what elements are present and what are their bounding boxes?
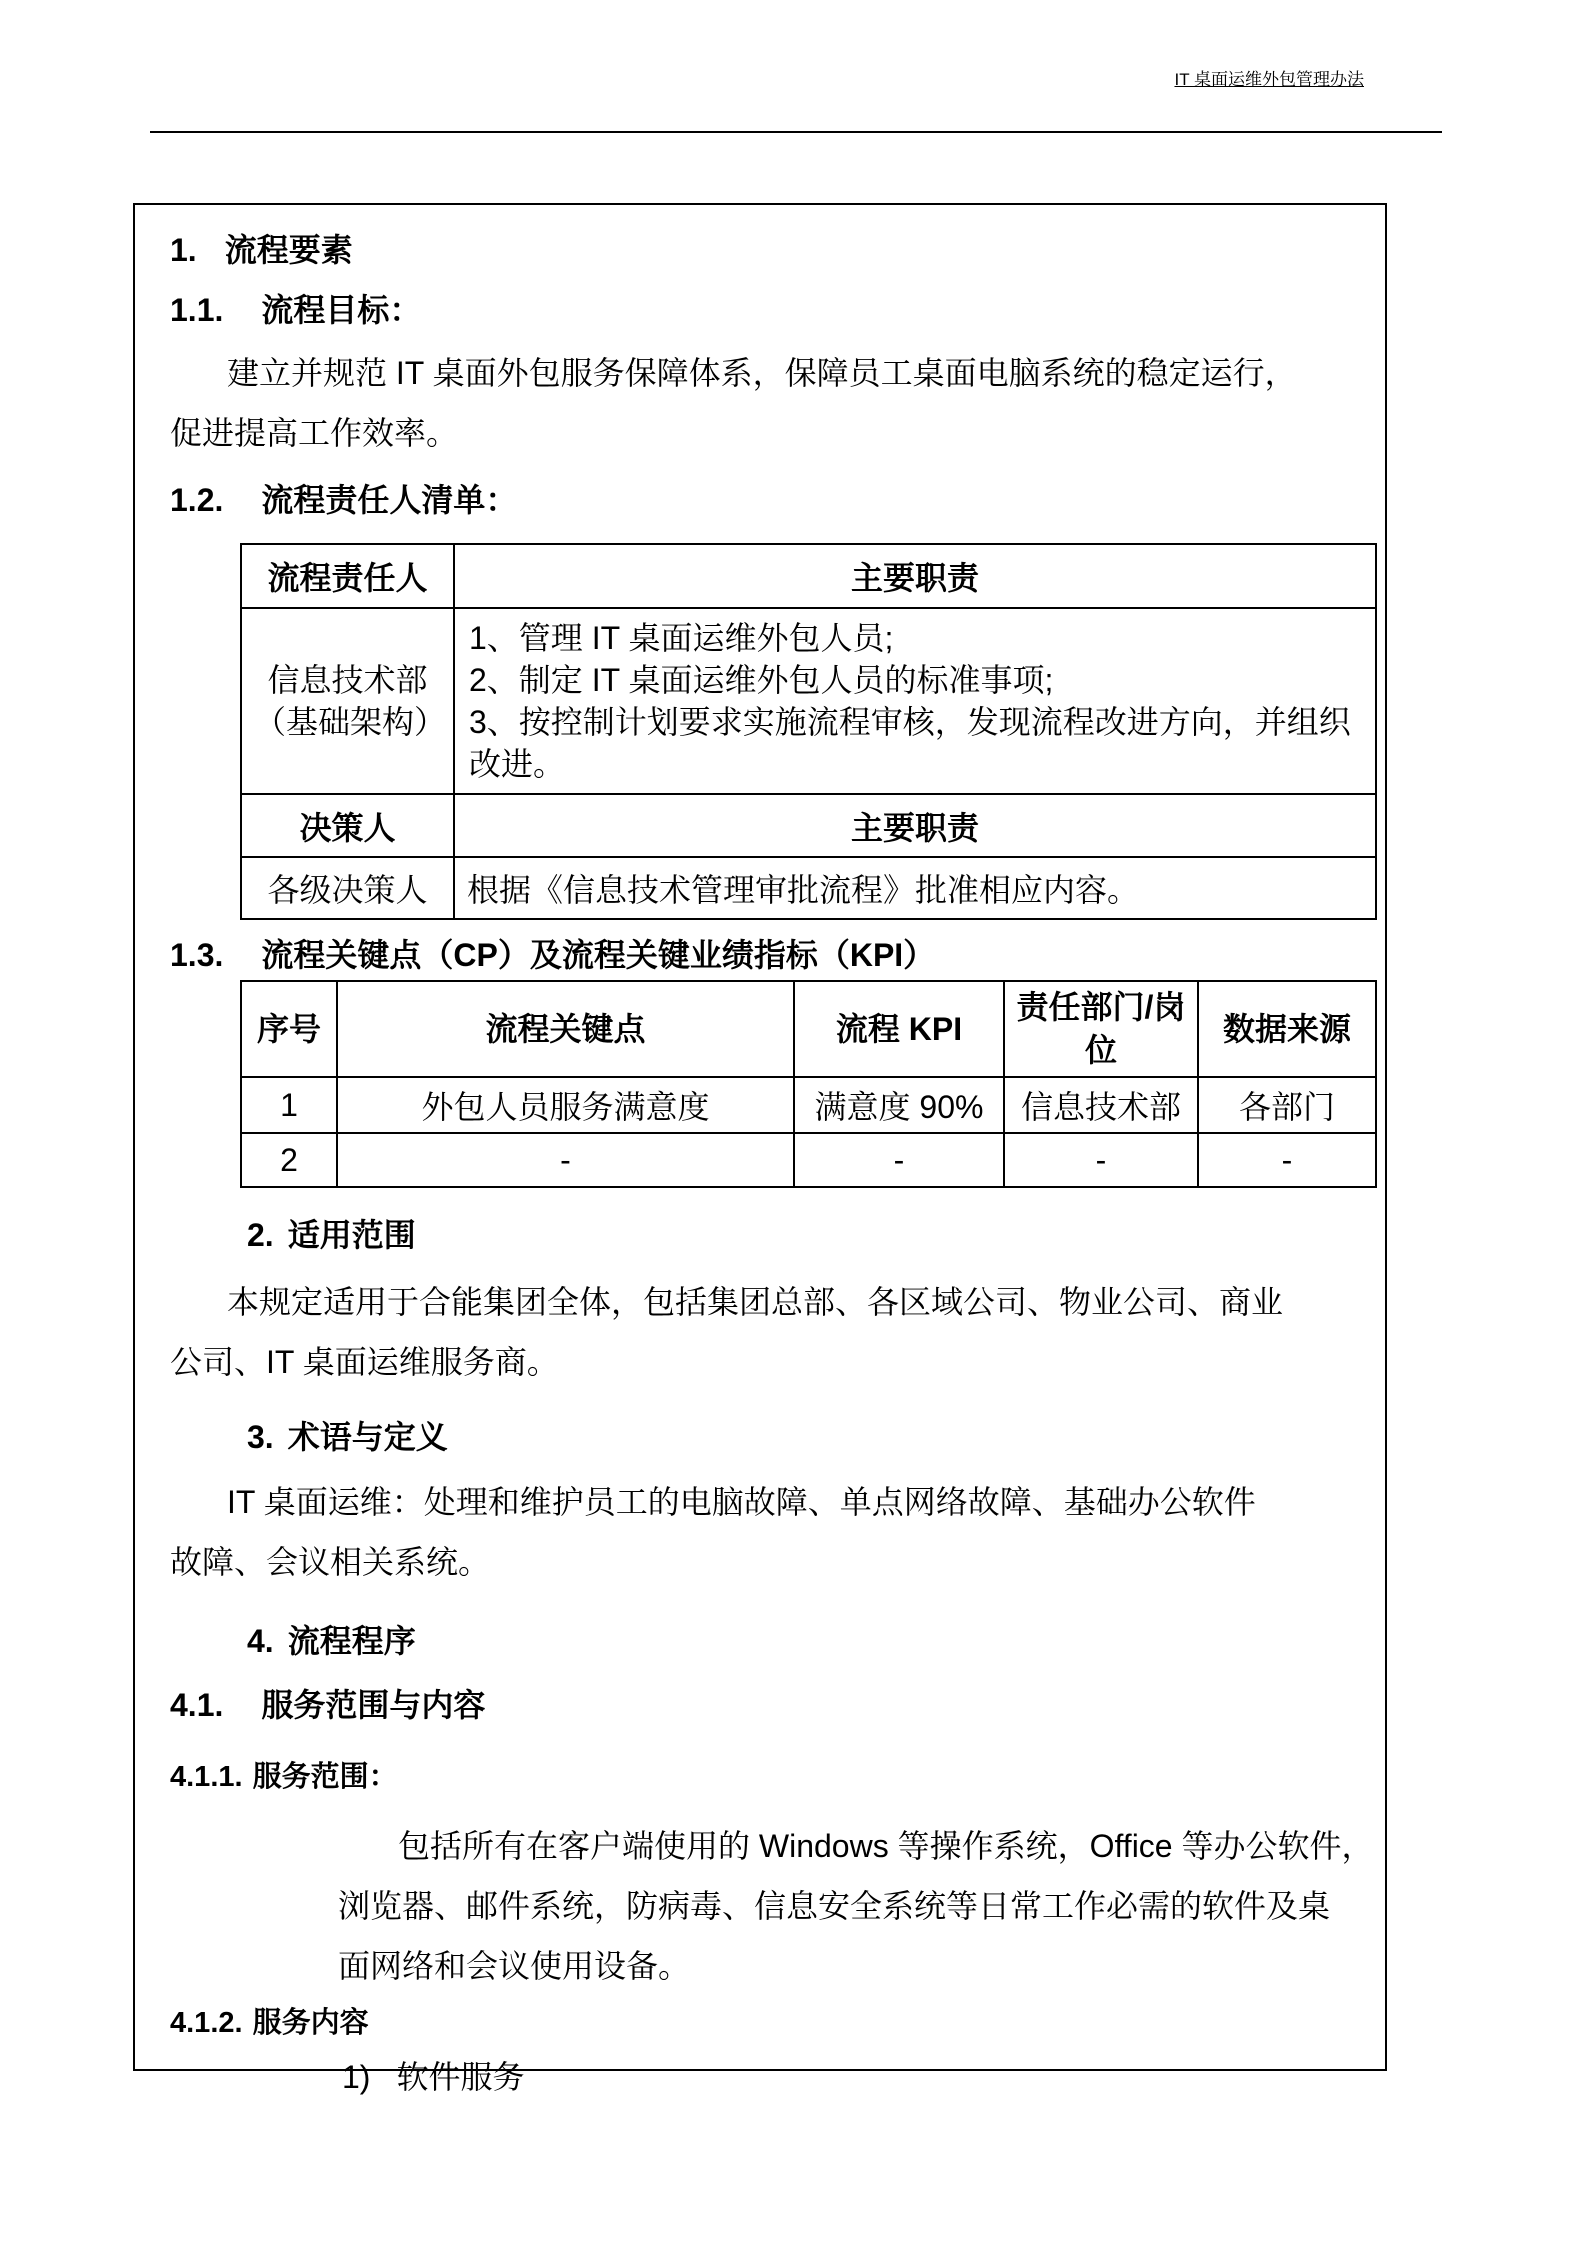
process-owners-table [240, 543, 1377, 920]
paragraph-terms-definition [170, 1472, 1353, 1592]
section-title: 术语与定义 [287, 1419, 448, 1455]
kpi-cell: - [337, 1133, 794, 1187]
duty-item: 1、管理 IT 桌面运维外包人员; [469, 620, 894, 656]
decision-maker-column-header: 决策人 [241, 794, 454, 857]
paragraph-line: 促进提高工作效率。 [170, 415, 459, 451]
owner-name-cell: 信息技术部（基础架构） [241, 608, 454, 794]
table-row [241, 1133, 1376, 1187]
kpi-table [240, 980, 1377, 1188]
paragraph-line: 建立并规范 IT 桌面外包服务保障体系，保障员工桌面电脑系统的稳定运行， [227, 355, 1297, 391]
section-2-heading [247, 1216, 1353, 1254]
section-number: 3. [247, 1419, 274, 1455]
paragraph-line: 故障、会议相关系统。 [170, 1544, 491, 1580]
paragraph-line: 本规定适用于合能集团全体，包括集团总部、各区域公司、物业公司、商业 [227, 1284, 1284, 1320]
table-row [241, 794, 1376, 857]
table-row [241, 608, 1376, 794]
kpi-cell: 1 [241, 1077, 337, 1133]
paragraph-line: 公司、IT 桌面运维服务商。 [170, 1344, 559, 1380]
paragraph-line: IT 桌面运维：处理和维护员工的电脑故障、单点网络故障、基础办公软件 [227, 1484, 1256, 1520]
section-title: 流程程序 [287, 1623, 416, 1659]
kpi-header-cell: 流程 KPI [794, 981, 1004, 1077]
duties-cell [454, 608, 1376, 794]
section-3-heading [247, 1418, 1353, 1456]
section-4-heading [247, 1622, 1353, 1660]
kpi-header-cell: 流程关键点 [337, 981, 794, 1077]
kpi-cell: 外包人员服务满意度 [337, 1077, 794, 1133]
paragraph-process-goal [170, 343, 1353, 463]
list-item-text: 软件服务 [396, 2059, 525, 2095]
kpi-cell: 满意度 90% [794, 1077, 1004, 1133]
table-header-row [241, 981, 1376, 1077]
section-number: 1.3. [170, 937, 224, 973]
duties-column-header: 主要职责 [454, 544, 1376, 608]
section-1-1-heading [170, 291, 1353, 329]
kpi-cell: 信息技术部 [1004, 1077, 1198, 1133]
section-1-3-heading [170, 936, 1353, 974]
kpi-cell: - [794, 1133, 1004, 1187]
section-number: 1.2. [170, 482, 224, 518]
section-number: 4. [247, 1623, 274, 1659]
owner-column-header: 流程责任人 [241, 544, 454, 608]
paragraph-line: 面网络和会议使用设备。 [338, 1948, 691, 1984]
section-4-1-2-heading [170, 2006, 1353, 2040]
kpi-header-cell: 序号 [241, 981, 337, 1077]
kpi-cell: - [1198, 1133, 1376, 1187]
list-item-software-service [342, 2058, 1353, 2096]
section-number: 1.1. [170, 292, 224, 328]
kpi-cell: - [1004, 1133, 1198, 1187]
table-row [241, 857, 1376, 919]
content-box [133, 203, 1387, 2095]
section-number: 4.1.2. [170, 2007, 243, 2039]
section-number: 4.1.1. [170, 1761, 243, 1793]
section-title: 服务范围与内容 [261, 1687, 486, 1723]
list-item-number: 1) [342, 2059, 371, 2095]
section-title: 服务范围： [252, 1761, 398, 1793]
duties-column-header: 主要职责 [454, 794, 1376, 857]
paragraph-service-scope [338, 1816, 1374, 1996]
section-1-heading [170, 231, 1353, 269]
kpi-cell: 各部门 [1198, 1077, 1376, 1133]
section-title: 适用范围 [287, 1217, 416, 1253]
paragraph-line: 浏览器、邮件系统，防病毒、信息安全系统等日常工作必需的软件及桌 [338, 1888, 1331, 1924]
kpi-cell: 2 [241, 1133, 337, 1187]
section-number: 2. [247, 1217, 274, 1253]
section-number: 4.1. [170, 1687, 224, 1723]
page-running-header [150, 70, 1364, 90]
section-title: 服务内容 [252, 2007, 369, 2039]
kpi-header-cell: 责任部门/岗位 [1004, 981, 1198, 1077]
duties-cell: 根据《信息技术管理审批流程》批准相应内容。 [454, 857, 1376, 919]
section-4-1-1-heading [170, 1760, 1353, 1794]
duty-item: 2、制定 IT 桌面运维外包人员的标准事项; [469, 662, 1054, 698]
section-title: 流程目标： [261, 292, 422, 328]
kpi-header-cell: 数据来源 [1198, 981, 1376, 1077]
table-row [241, 544, 1376, 608]
header-rule [150, 131, 1442, 133]
document-title: IT 桌面运维外包管理办法 [1174, 70, 1364, 89]
owner-name-cell: 各级决策人 [241, 857, 454, 919]
duty-item: 3、按控制计划要求实施流程审核，发现流程改进方向，并组织改进。 [469, 704, 1351, 782]
section-1-2-heading [170, 481, 1353, 519]
section-title: 流程关键点（CP）及流程关键业绩指标（KPI） [261, 937, 936, 973]
paragraph-line: 包括所有在客户端使用的 Windows 等操作系统，Office 等办公软件， [398, 1828, 1374, 1864]
section-4-1-heading [170, 1686, 1353, 1724]
section-number: 1. [170, 232, 197, 268]
paragraph-applicable-scope [170, 1272, 1353, 1392]
section-title: 流程责任人清单： [261, 482, 518, 518]
table-row [241, 1077, 1376, 1133]
section-title: 流程要素 [224, 232, 353, 268]
